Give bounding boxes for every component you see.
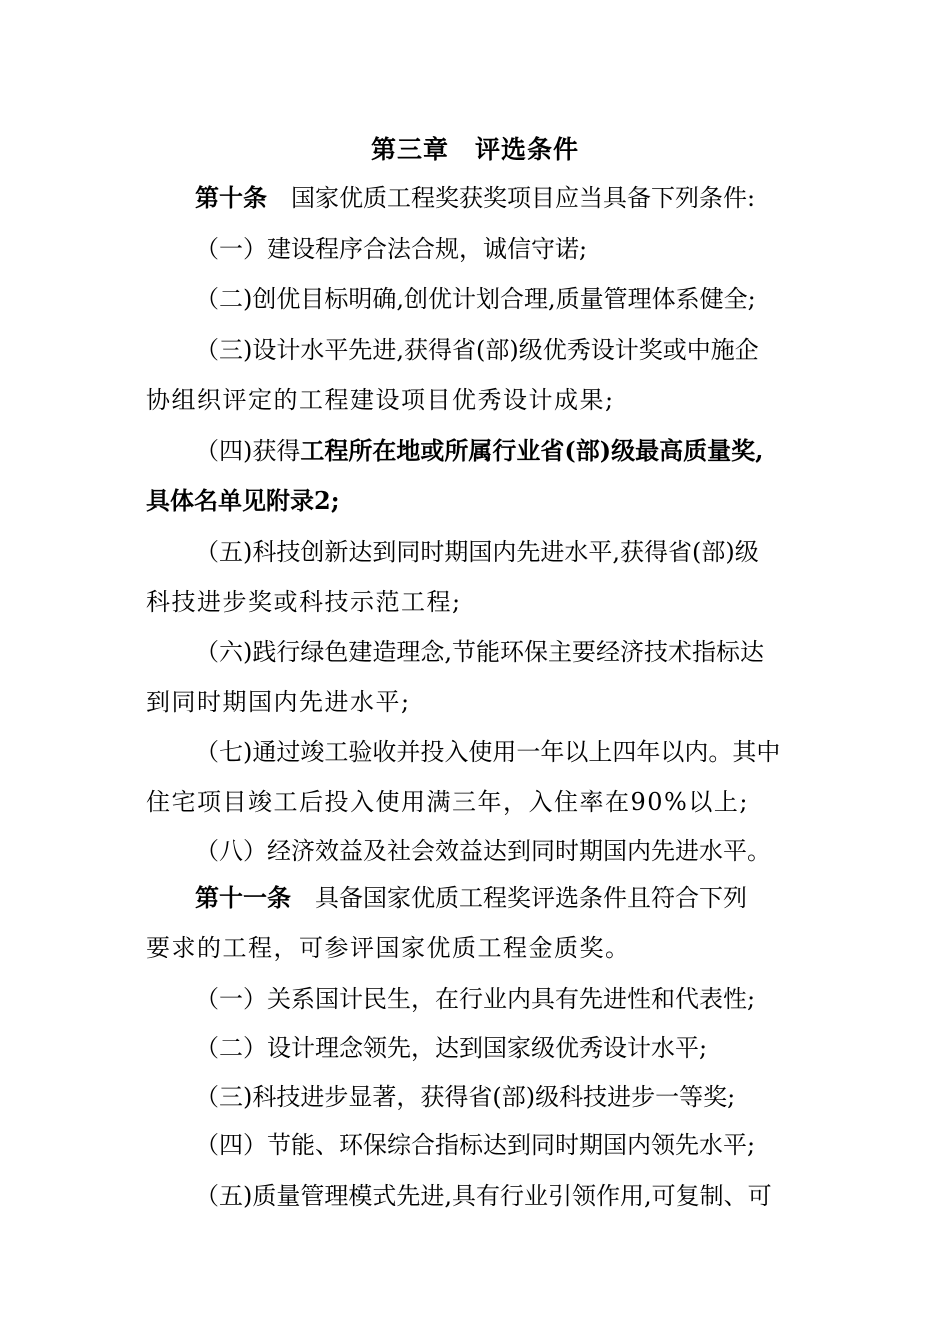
article-10-item-3-line-2: 协组织评定的工程建设项目优秀设计成果; [146,386,615,414]
article-10-item-5-line-1: （五)科技创新达到同时期国内先进水平,获得省(部)级 [195,538,759,566]
article-10-item-6-line-1: （六)践行绿色建造理念,节能环保主要经济技术指标达 [195,638,764,666]
article-11-item-3: （三)科技进步显著，获得省(部)级科技进步一等奖; [195,1083,736,1111]
article-10-item-4-line-1 [195,434,763,468]
article-11-item-1: （一）关系国计民生，在行业内具有先进性和代表性; [195,985,756,1013]
article-10-item-7-line-1: （七)通过竣工验收并投入使用一年以上四年以内。其中 [195,738,781,766]
article-10-item-6-line-2: 到同时期国内先进水平; [146,688,411,716]
chapter-title: 第三章 评选条件 [370,135,579,164]
article-10-heading [195,181,755,215]
article-11-heading [195,881,747,915]
article-11-intro-line-1: 具备国家优质工程奖评选条件且符合下列 [315,884,747,912]
article-10-item-1: （一）建设程序合法合规，诚信守诺; [195,235,588,263]
article-10-item-4-bold-text: 工程所在地或所属行业省(部)级最高质量奖, [300,436,764,465]
article-10-item-7-line-2: 住宅项目竣工后投入使用满三年，入住率在90%以上; [146,788,749,816]
article-10-item-8: （八）经济效益及社会效益达到同时期国内先进水平。 [195,837,771,865]
article-10-item-4-prefix: （四)获得 [195,437,301,465]
article-11-intro-line-2: 要求的工程，可参评国家优质工程金质奖。 [146,934,631,962]
article-10-item-2: （二)创优目标明确,创优计划合理,质量管理体系健全; [195,285,756,313]
article-10-intro: 国家优质工程奖获奖项目应当具备下列条件: [291,184,756,212]
article-11-label: 第十一条 [195,883,291,912]
article-11-item-2: （二）设计理念领先，达到国家级优秀设计水平; [195,1034,708,1062]
article-11-item-4: （四）节能、环保综合指标达到同时期国内领先水平; [195,1131,756,1159]
article-11-item-5: （五)质量管理模式先进,具有行业引领作用,可复制、可 [195,1182,772,1210]
article-10-item-3-line-1: （三)设计水平先进,获得省(部)级优秀设计奖或中施企 [195,336,759,364]
article-10-label: 第十条 [195,183,267,212]
article-10-item-5-line-2: 科技进步奖或科技示范工程; [146,588,462,616]
article-10-item-4-line-2: 具体名单见附录2; [146,486,340,515]
